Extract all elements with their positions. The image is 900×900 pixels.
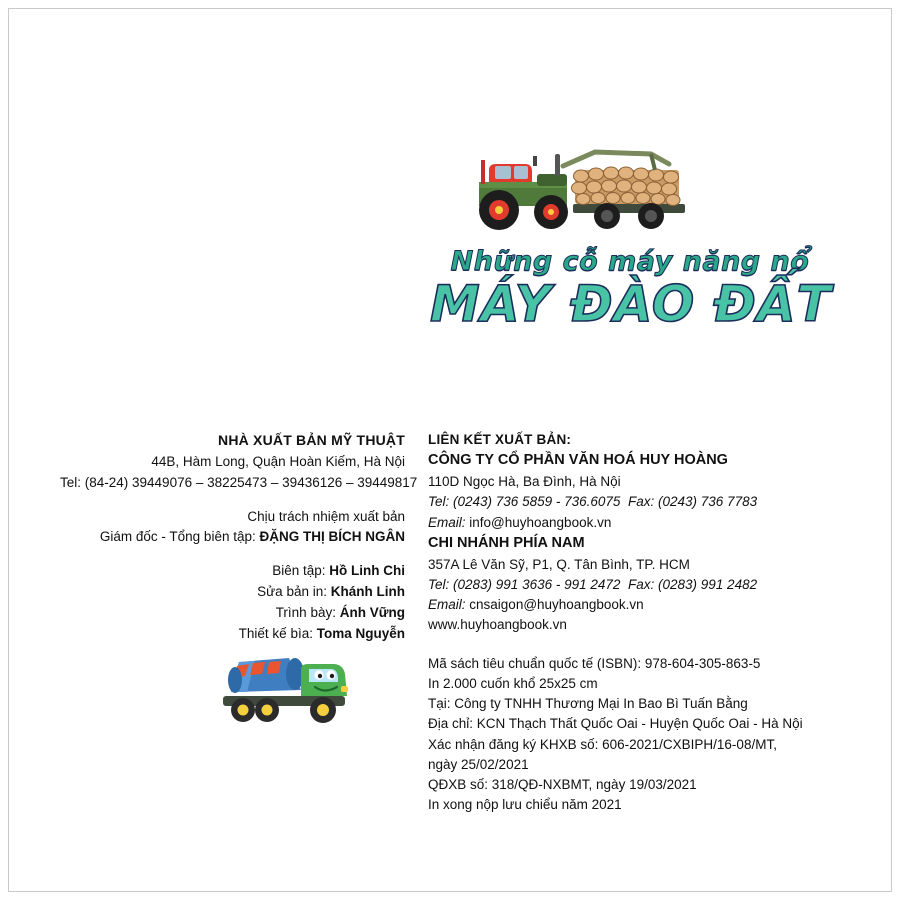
partner-address: 110D Ngọc Hà, Ba Đình, Hà Nội [428, 474, 621, 489]
credit-value: Khánh Linh [330, 584, 405, 600]
credit-editor [60, 561, 405, 582]
director-name: ĐẶNG THỊ BÍCH NGÂN [259, 529, 405, 545]
credit-value: Ánh Vững [339, 605, 405, 621]
isbn-line: Mã sách tiêu chuẩn quốc tế (ISBN): 978-604-305-863-5 [428, 655, 761, 671]
credit-cover-design [60, 624, 405, 645]
partner-fax: Fax: (0243) 736 7783 [628, 494, 758, 510]
publisher-phone: Tel: (84-24) 39449076 – 38225473 – 39436126 – 39449817 [60, 474, 418, 490]
partner-company: CÔNG TY CỔ PHẦN VĂN HOÁ HUY HOÀNG [428, 452, 728, 469]
director-label: Giám đốc - Tổng biên tập: [99, 529, 256, 545]
page-title: MÁY ĐÀO ĐẤT [430, 275, 832, 334]
decision-line: QĐXB số: 318/QĐ-NXBMT, ngày 19/03/2021 [428, 777, 697, 792]
deposit-line: In xong nộp lưu chiểu năm 2021 [428, 797, 622, 813]
credit-proofreader [60, 582, 405, 603]
branch-email-row [428, 595, 848, 615]
printer-address-line: Địa chỉ: KCN Thạch Thất Quốc Oai - Huyện Quốc Oai - Hà Nội [428, 716, 803, 732]
book-title-block [430, 246, 832, 334]
branch-email: cnsaigon@huyhoangbook.vn [469, 597, 644, 612]
cement-mixer-truck-illustration [215, 640, 360, 730]
publisher-name: NHÀ XUẤT BẢN MỸ THUẬT [218, 432, 405, 448]
registration-line-2: ngày 25/02/2021 [428, 756, 529, 772]
series-title: Những cỗ máy năng nổ [450, 246, 810, 277]
branch-fax: Fax: (0283) 991 2482 [628, 576, 758, 592]
registration-line-1: Xác nhận đăng ký KHXB số: 606-2021/CXBIPH/16-08/MT, [428, 736, 777, 752]
branch-tel: Tel: (0283) 991 3636 - 991 2472 [428, 576, 621, 592]
director-line [60, 527, 405, 548]
partner-contact-row [428, 492, 848, 512]
credit-value: Toma Nguyễn [316, 626, 405, 642]
partner-info-column [428, 430, 848, 816]
publisher-address: 44B, Hàm Long, Quận Hoàn Kiếm, Hà Nội [151, 453, 405, 469]
email-label: Email: [428, 514, 466, 530]
printer-line: Tại: Công ty TNHH Thương Mại In Bao Bì Tuấn Bằng [428, 696, 748, 711]
branch-contact-row [428, 575, 848, 595]
print-run-line: In 2.000 cuốn khổ 25x25 cm [428, 675, 598, 691]
tractor-with-logs-illustration [455, 130, 695, 240]
partner-website: www.huyhoangbook.vn [428, 617, 567, 633]
credit-value: Hồ Linh Chi [329, 563, 405, 579]
partner-tel: Tel: (0243) 736 5859 - 736.6075 [428, 494, 621, 510]
branch-email-label: Email: [428, 597, 466, 612]
branch-heading: CHI NHÁNH PHÍA NAM [428, 534, 585, 551]
partner-email-row [428, 513, 848, 533]
publishing-responsibility-label: Chịu trách nhiệm xuất bản [247, 508, 405, 524]
credit-label: Thiết kế bìa: [238, 626, 313, 642]
partner-email: info@huyhoangbook.vn [469, 514, 612, 530]
partner-heading: LIÊN KẾT XUẤT BẢN: [428, 432, 572, 447]
publisher-info-column [60, 430, 418, 645]
branch-address: 357A Lê Văn Sỹ, P1, Q. Tân Bình, TP. HCM [428, 556, 690, 572]
credit-label: Sửa bản in: [257, 584, 327, 600]
credit-label: Biên tập: [272, 563, 326, 579]
credit-label: Trình bày: [275, 605, 336, 621]
credit-layout [60, 603, 405, 624]
